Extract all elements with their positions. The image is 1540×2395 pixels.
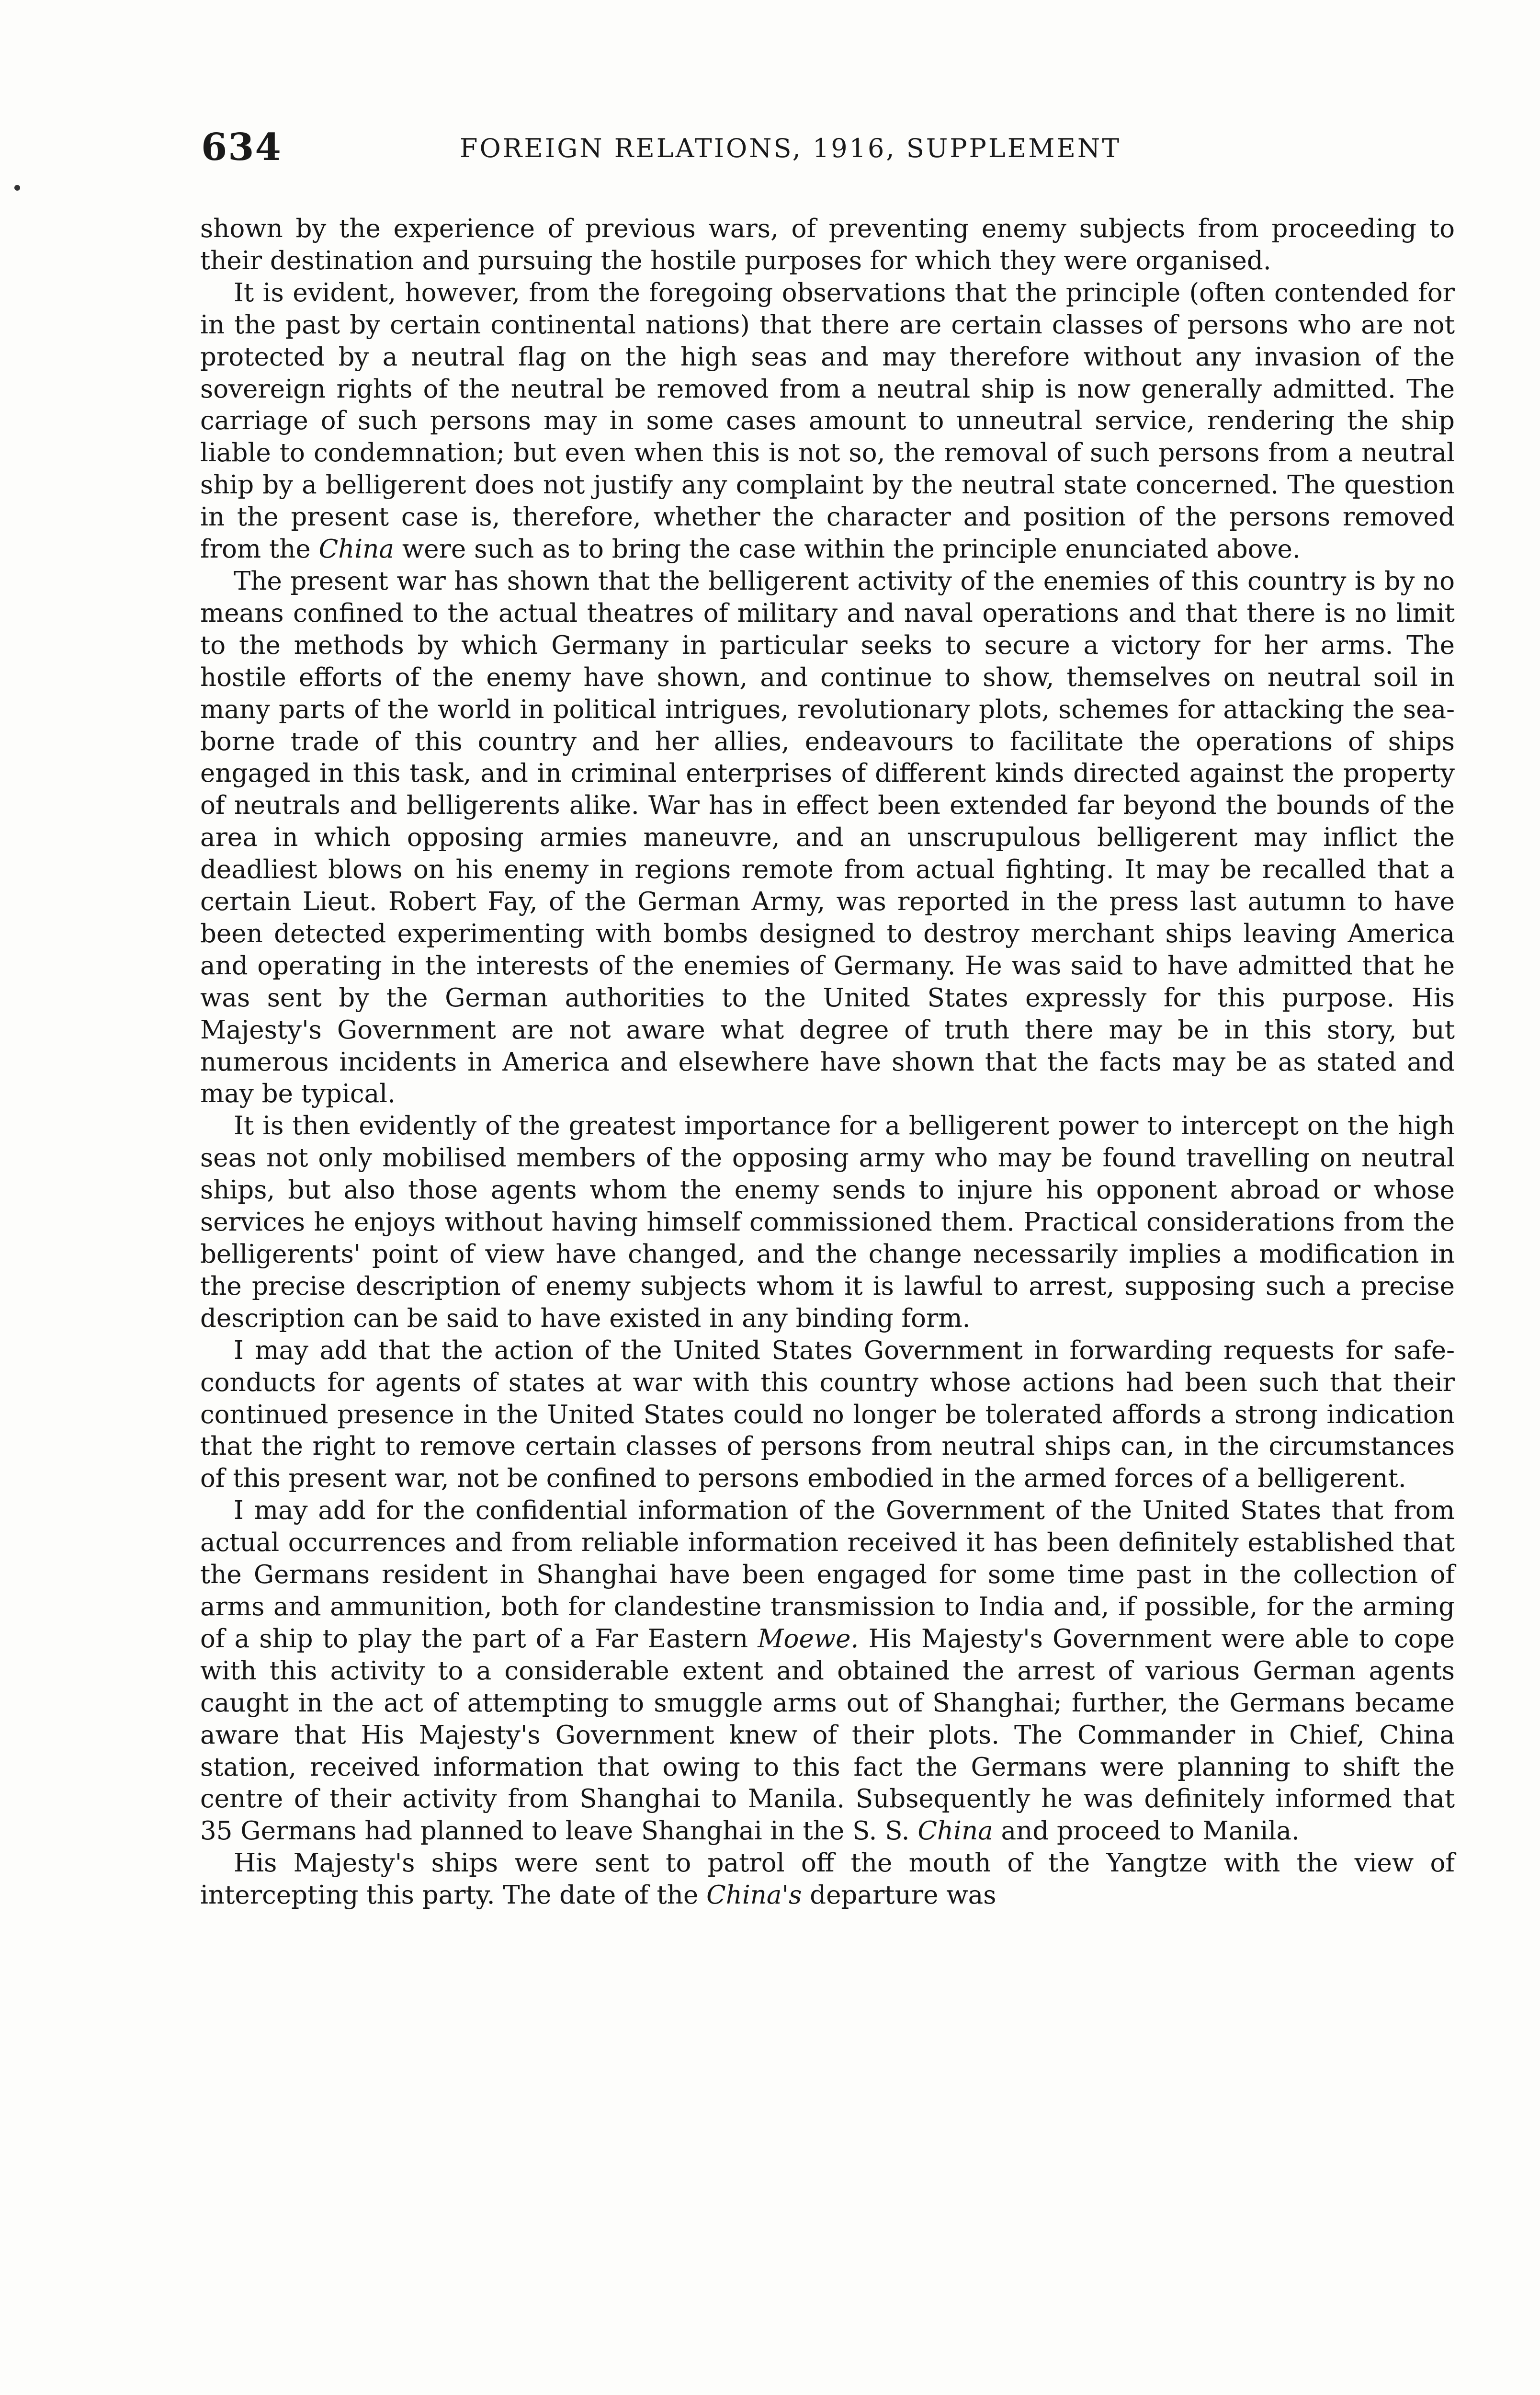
italic-text: China <box>917 1816 993 1846</box>
text-run: It is evident, however, from the foregoing observations that the principle (often contended for in the past by certain continental nations) that there are certain classes of persons who are not protected by a neutral flag on the high seas and may therefore without any invasion of the sovereign rights of the neutral be removed from a neutral ship is now generally admitted. The carriage of such persons may in some cases amount to unneutral service, rendering the ship liable to condemnation; but even when this is not so, the removal of such persons from a neutral ship by a belligerent does not justify any complaint by the neutral state concerned. The question in the present case is, therefore, whether the character and position of the persons removed from the <box>200 278 1455 564</box>
paragraph <box>200 1110 1455 1334</box>
page-number: 634 <box>201 125 282 169</box>
paragraph <box>200 1848 1455 1912</box>
paragraph <box>200 1495 1455 1848</box>
paragraph <box>200 277 1455 566</box>
paragraph <box>200 566 1455 1110</box>
text-run: The present war has shown that the belligerent activity of the enemies of this country is by no means confined to the actual theatres of military and naval operations and that there is no limit to the methods by which Germany in particular seeks to secure a victory for her arms. The hostile efforts of the enemy have shown, and continue to show, themselves on neutral soil in many parts of the world in political intrigues, revolutionary plots, schemes for attacking the sea-borne trade of this country and her allies, endeavours to facilitate the operations of ships engaged in this task, and in criminal enterprises of different kinds directed against the property of neutrals and belligerents alike. War has in effect been extended far beyond the bounds of the area in which opposing armies maneuvre, and an unscrupulous belligerent may inflict the deadliest blows on his enemy in regions remote from actual fighting. It may be recalled that a certain Lieut. Robert Fay, of the German Army, was reported in the press last autumn to have been detected experimenting with bombs designed to destroy merchant ships leaving America and operating in the interests of the enemies of Germany. He was said to have admitted that he was sent by the German authorities to the United States expressly for this purpose. His Majesty's Government are not aware what degree of truth there may be in this story, but numerous incidents in America and elsewhere have shown that the facts may be as stated and may be typical. <box>200 566 1455 1109</box>
italic-text: China's <box>706 1881 802 1910</box>
text-run: His Majesty's ships were sent to patrol off the mouth of the Yangtze with the view of intercepting this party. The date of the <box>200 1848 1455 1910</box>
text-run: departure was <box>802 1881 996 1910</box>
paragraph <box>200 213 1455 277</box>
margin-mark <box>14 185 20 191</box>
running-header <box>201 125 1255 178</box>
text-run: were such as to bring the case within the principle enunciated above. <box>394 535 1301 564</box>
paragraph <box>200 1335 1455 1495</box>
text-run: I may add that the action of the United States Government in forwarding requests for safe-conducts for agents of states at war with this country whose actions had been such that their continued presence in the United States could no longer be tolerated affords a strong indication that the right to remove certain classes of persons from neutral ships can, in the circumstances of this present war, not be confined to persons embodied in the armed forces of a belligerent. <box>200 1335 1455 1494</box>
text-run: shown by the experience of previous wars, of preventing enemy subjects from proceeding to their destination and pursuing the hostile purposes for which they were organised. <box>200 214 1455 275</box>
header-title: FOREIGN RELATIONS, 1916, SUPPLEMENT <box>460 133 1121 163</box>
text-run: His Majesty's Government were able to cope with this activity to a considerable extent and obtained the arrest of various German agents caught in the act of attempting to smuggle arms out of Shanghai; further, the Germans became aware that His Majesty's Government knew of their plots. The Commander in Chief, China station, received information that owing to this fact the Germans were planning to shift the centre of their activity from Shanghai to Manila. Subsequently he was definitely informed that 35 Germans had planned to leave Shanghai in the S. S. <box>200 1624 1455 1846</box>
italic-text: Moewe. <box>758 1624 859 1654</box>
text-run: I may add for the confidential information of the Government of the United States that from actual occurrences and from reliable information received it has been definitely established that the Germans resident in Shanghai have been engaged for some time past in the collection of arms and ammunition, both for clandestine transmission to India and, if possible, for the arming of a ship to play the part of a Far Eastern <box>200 1496 1455 1654</box>
text-run: It is then evidently of the greatest importance for a belligerent power to intercept on the high seas not only mobilised members of the opposing army who may be found travelling on neutral ships, but also those agents whom the enemy sends to injure his opponent abroad or whose services he enjoys without having himself commissioned them. Practical considerations from the belligerents' point of view have changed, and the change necessarily implies a modification in the precise description of enemy subjects whom it is lawful to arrest, supposing such a precise description can be said to have existed in any binding form. <box>200 1111 1455 1333</box>
body-text <box>200 213 1455 1912</box>
text-run: and proceed to Manila. <box>993 1816 1300 1846</box>
italic-text: China <box>318 535 394 564</box>
